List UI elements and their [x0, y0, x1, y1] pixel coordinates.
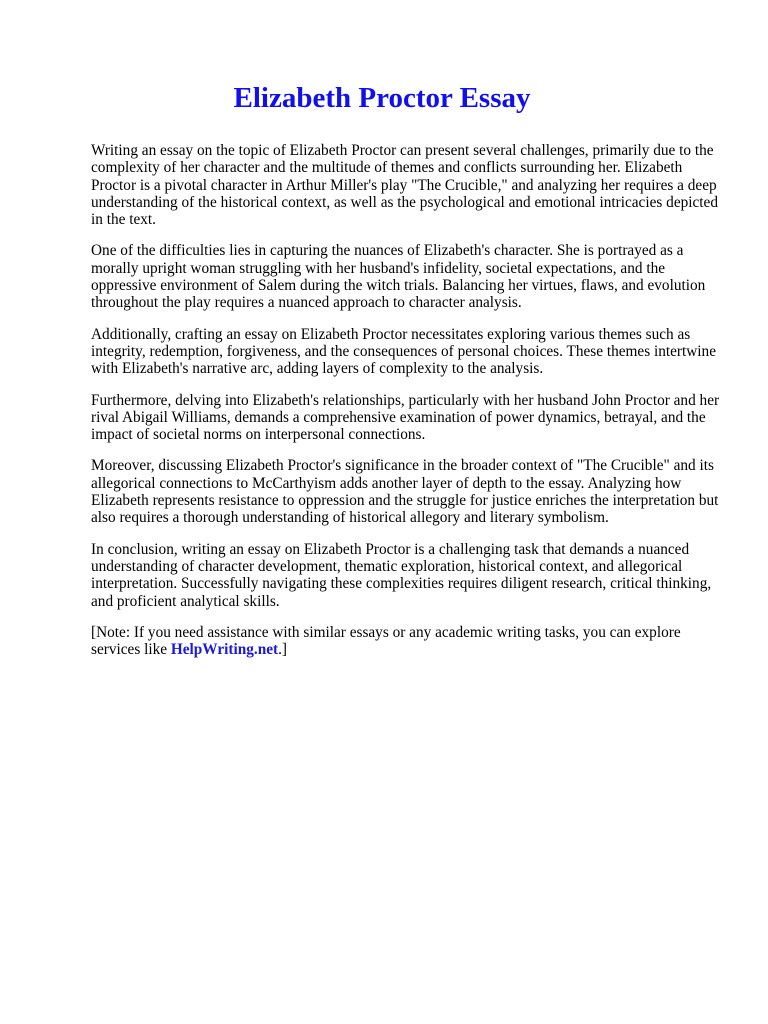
paragraph-themes: Additionally, crafting an essay on Elizabeth Proctor necessitates exploring various themes such as integrity, redemption, forgiveness, and the consequences of personal choices. These themes intertwine with Elizabeth's narrative arc, adding layers of complexity to the analysis. — [91, 325, 716, 378]
paragraph-conclusion: In conclusion, writing an essay on Elizabeth Proctor is a challenging task that demands a nuanced understanding of character development, thematic exploration, historical context, and allegorical interpretation. Successfully navigating these complexities requires diligent research, critical thinking, and proficient analytical skills. — [91, 540, 712, 610]
note-prefix: [Note: If you need assistance with similar essays or any academic writing tasks, you can explore services like — [91, 623, 681, 659]
page-title: Elizabeth Proctor Essay — [233, 82, 531, 114]
paragraph-significance: Moreover, discussing Elizabeth Proctor's significance in the broader context of "The Crucible" and its allegorical connections to McCarthyism adds another layer of depth to the essay. Analyzing how Elizabeth represents resistance to oppression and the struggle for justice enriches the interpretation but also requires a thorough understanding of historical allegory and literary symbolism. — [91, 457, 719, 527]
paragraph-relationships: Furthermore, delving into Elizabeth's relationships, particularly with her husband John Proctor and her rival Abigail Williams, demands a comprehensive examination of power dynamics, betrayal, and the impact of societal norms on interpersonal connections. — [91, 391, 720, 444]
paragraph-intro: Writing an essay on the topic of Elizabeth Proctor can present several challenges, primarily due to the complexity of her character and the multitude of themes and conflicts surrounding her. Elizabeth Proctor is a pivotal character in Arthur Miller's play "The Crucible," and analyzing her requires a deep understanding of the historical context, as well as the psychological and emotional intricacies depicted in the text. — [91, 142, 718, 229]
note-suffix: .] — [278, 641, 288, 659]
helpwriting-link[interactable]: HelpWriting.net — [170, 641, 279, 659]
note-paragraph — [91, 624, 731, 659]
paragraph-difficulties: One of the difficulties lies in capturing the nuances of Elizabeth's character. She is portrayed as a morally upright woman struggling with her husband's infidelity, societal expectations, and the oppressive environment of Salem during the witch trials. Balancing her virtues, flaws, and evolution throughout the play requires a nuanced approach to character analysis. — [91, 242, 706, 312]
